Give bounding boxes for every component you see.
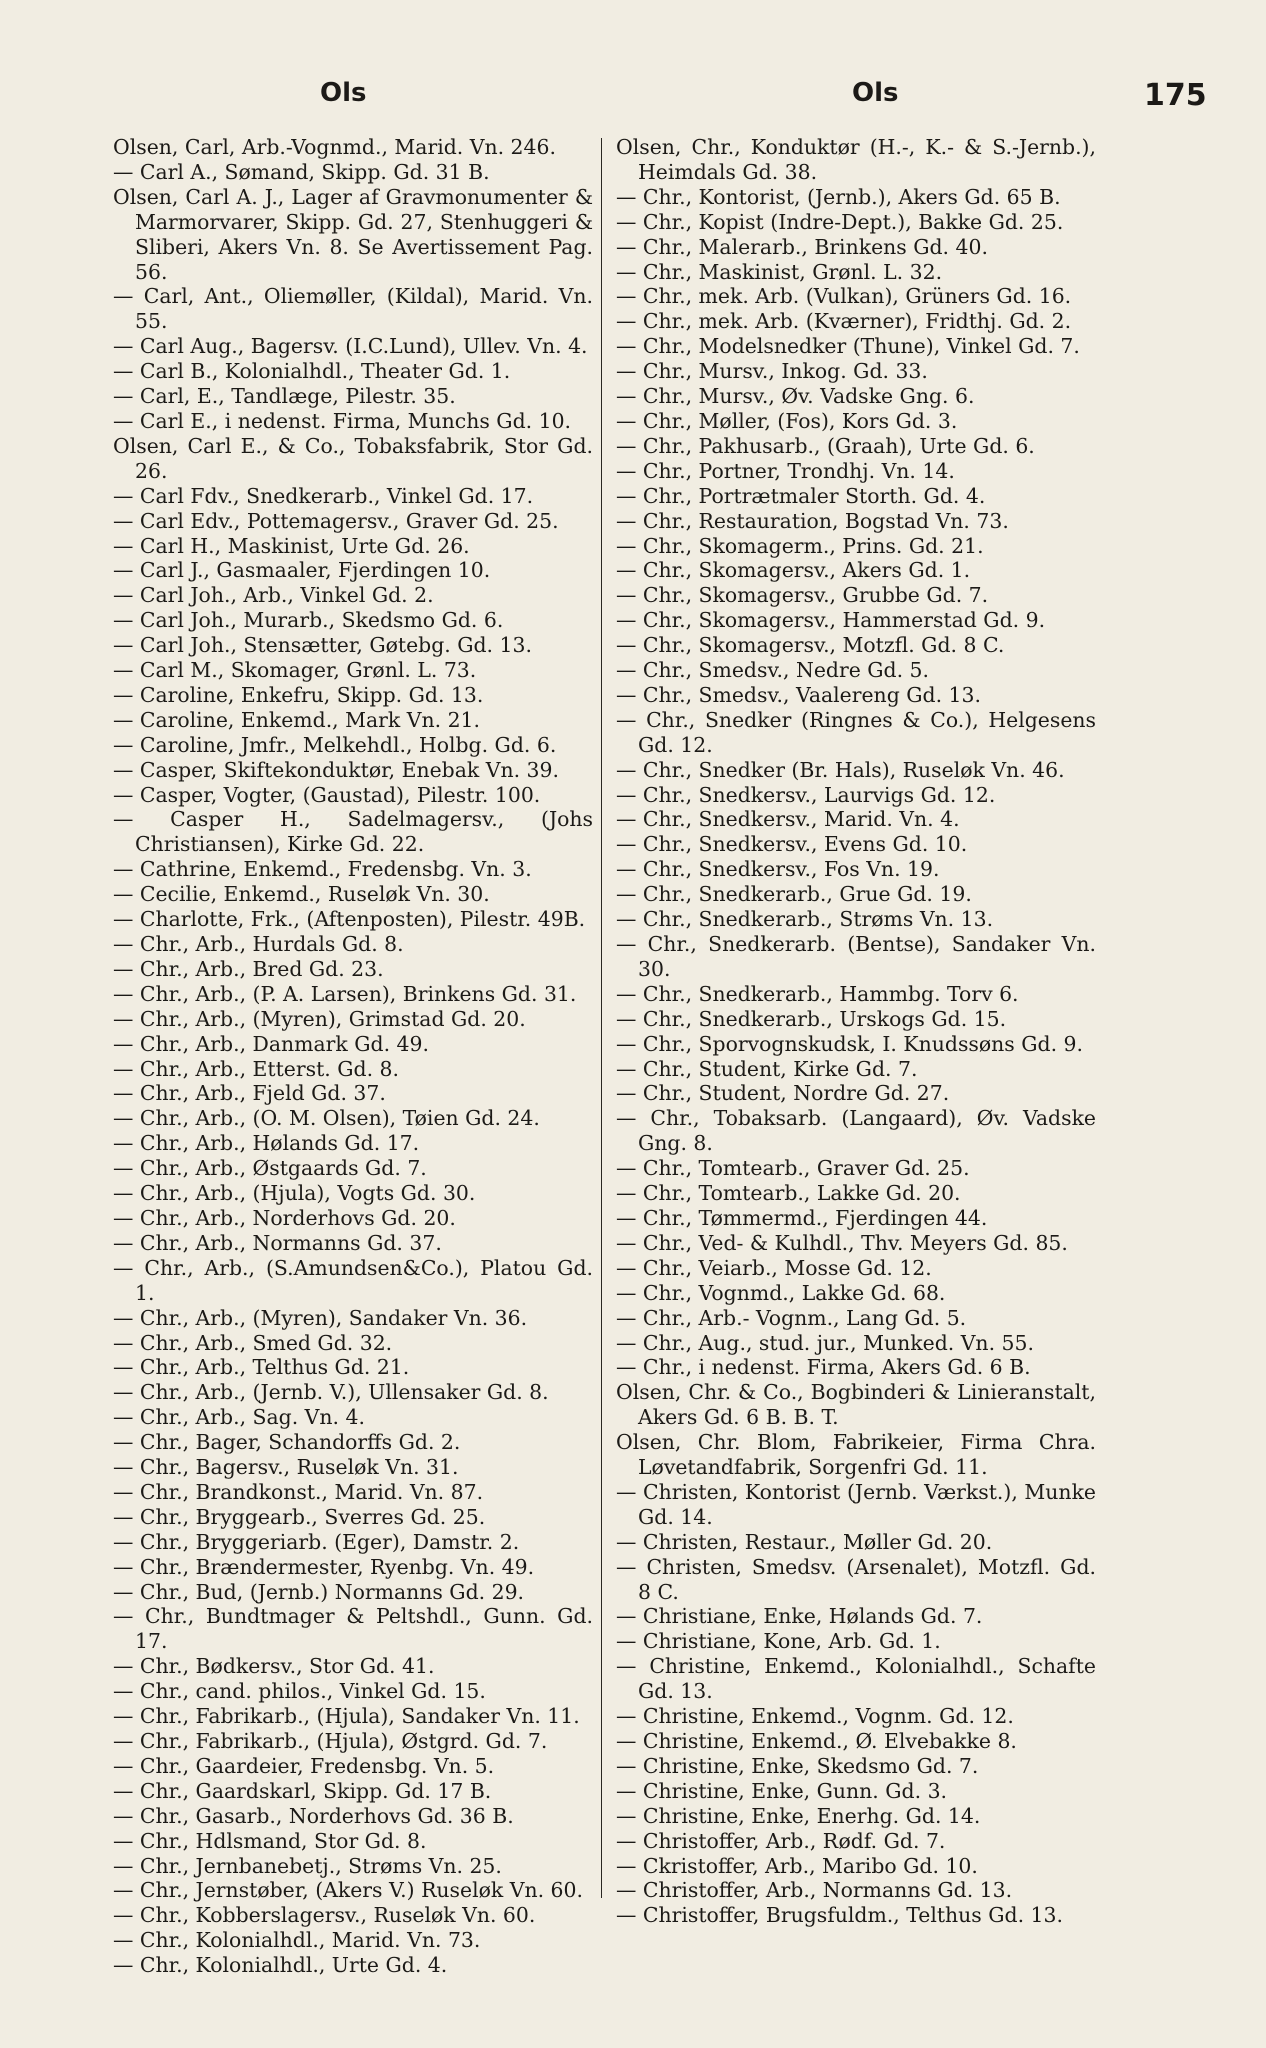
- directory-entry: — Chr., Student, Nordre Gd. 27.: [616, 1081, 950, 1106]
- directory-entry: — Caroline, Enkefru, Skipp. Gd. 13.: [113, 682, 484, 707]
- directory-entry: — Chr., Arb., Hølands Gd. 17.: [113, 1131, 420, 1156]
- directory-entry: — Chr., Arb., Telthus Gd. 21.: [113, 1355, 410, 1380]
- directory-entry: — Chr., Jernstøber, (Akers V.) Ruseløk Vn. 60.: [113, 1878, 583, 1903]
- directory-entry: — Chr., Tømmermd., Fjerdingen 44.: [616, 1205, 988, 1230]
- directory-entry: — Chr., Gaardskarl, Skipp. Gd. 17 B.: [113, 1778, 492, 1803]
- directory-entry: — Christoffer, Arb., Normanns Gd. 13.: [616, 1878, 1013, 1903]
- directory-entry: — Carl Joh., Arb., Vinkel Gd. 2.: [113, 583, 434, 608]
- directory-entry: — Christoffer, Arb., Rødf. Gd. 7.: [616, 1828, 946, 1853]
- directory-entry: — Chr., Snedkerarb., Urskogs Gd. 15.: [616, 1006, 1007, 1031]
- left-column: [113, 135, 593, 1978]
- directory-entry: — Chr., Ved- & Kulhdl., Thv. Meyers Gd. 85.: [616, 1230, 1068, 1255]
- directory-entry: — Chr., Vognmd., Lakke Gd. 68.: [616, 1280, 946, 1305]
- directory-entry: — Cecilie, Enkemd., Ruseløk Vn. 30.: [113, 882, 490, 907]
- directory-entry: — Christine, Enkemd., Ø. Elvebakke 8.: [616, 1729, 1017, 1753]
- directory-entry: — Chr., Snedkerarb., Strøms Vn. 13.: [616, 907, 994, 932]
- directory-entry: — Chr., Snedkerarb., Hammbg. Torv 6.: [616, 981, 1019, 1006]
- directory-entry: — Chr., Restauration, Bogstad Vn. 73.: [616, 508, 1009, 533]
- directory-entry: — Carl Joh., Murarb., Skedsmo Gd. 6.: [113, 608, 504, 633]
- directory-entry: — Chr., Mursv., Øv. Vadske Gng. 6.: [616, 384, 975, 409]
- directory-entry: — Chr., Arb., (O. M. Olsen), Tøien Gd. 24.: [113, 1106, 540, 1131]
- directory-entry: — Chr., Portrætmaler Storth. Gd. 4.: [616, 483, 986, 508]
- directory-entry: — Chr., Brandkonst., Marid. Vn. 87.: [113, 1479, 484, 1504]
- directory-entry: — Chr., Arb., Østgaards Gd. 7.: [113, 1156, 427, 1181]
- directory-entry: — Chr., Tobaksarb. (Langaard), Øv. Vadske Gng. 8.: [616, 1106, 1096, 1156]
- directory-entry: — Christiane, Kone, Arb. Gd. 1.: [616, 1629, 941, 1654]
- directory-entry: — Charlotte, Frk., (Aftenposten), Pilestr. 49B.: [113, 907, 586, 932]
- directory-entry: Olsen, Carl A. J., Lager af Gravmonumenter & Marmorvarer, Skipp. Gd. 27, Stenhuggeri & Sliberi, Akers Vn. 8. Se Avertissement Pag. 56.: [113, 184, 593, 284]
- directory-entry: — Chr., Arb., Normanns Gd. 37.: [113, 1230, 442, 1255]
- directory-entry: — Carl Joh., Stensætter, Gøtebg. Gd. 13.: [113, 633, 532, 658]
- directory-entry: — Chr., Snedkersv., Evens Gd. 10.: [616, 832, 968, 857]
- right-column: [616, 135, 1096, 1928]
- directory-entry: — Cathrine, Enkemd., Fredensbg. Vn. 3.: [113, 857, 532, 882]
- directory-entry: — Carl Fdv., Snedkerarb., Vinkel Gd. 17.: [113, 483, 534, 508]
- directory-entry: — Christen, Smedsv. (Arsenalet), Motzfl. Gd. 8 C.: [616, 1554, 1096, 1604]
- directory-entry: — Christen, Kontorist (Jernb. Værkst.), Munke Gd. 14.: [616, 1479, 1096, 1529]
- directory-entry: — Chr., Arb., Danmark Gd. 49.: [113, 1031, 429, 1056]
- directory-entry: — Chr., Modelsnedker (Thune), Vinkel Gd. 7.: [616, 334, 1080, 359]
- directory-entry: — Chr., mek. Arb. (Vulkan), Grüners Gd. 16.: [616, 284, 1072, 309]
- directory-entry: — Chr., Skomagerm., Prins. Gd. 21.: [616, 533, 984, 558]
- directory-entry: — Carl, Ant., Oliemøller, (Kildal), Marid. Vn. 55.: [113, 284, 593, 334]
- directory-entry: — Chr., Bryggeriarb. (Eger), Damstr. 2.: [113, 1529, 520, 1554]
- directory-entry: Olsen, Chr. Blom, Fabrikeier, Firma Chra. Løvetandfabrik, Sorgenfri Gd. 11.: [616, 1430, 1096, 1480]
- directory-entry: — Chr., Mursv., Inkog. Gd. 33.: [616, 359, 928, 384]
- directory-entry: — Chr., Arb., (Myren), Sandaker Vn. 36.: [113, 1305, 528, 1330]
- header-center-keyword: Ols: [852, 78, 899, 108]
- directory-entry: — Chr., Arb., Bred Gd. 23.: [113, 956, 384, 981]
- directory-entry: — Carl Edv., Pottemagersv., Graver Gd. 25.: [113, 508, 559, 533]
- directory-entry: — Christine, Enke, Gunn. Gd. 3.: [616, 1778, 948, 1803]
- directory-entry: Olsen, Carl, Arb.-Vognmd., Marid. Vn. 246.: [113, 135, 556, 159]
- directory-entry: — Chr., cand. philos., Vinkel Gd. 15.: [113, 1679, 486, 1704]
- directory-entry: — Carl H., Maskinist, Urte Gd. 26.: [113, 533, 470, 558]
- directory-entry: — Chr., Portner, Trondhj. Vn. 14.: [616, 458, 955, 483]
- directory-entry: — Caroline, Enkemd., Mark Vn. 21.: [113, 707, 481, 732]
- directory-entry: — Chr., Arb., Sag. Vn. 4.: [113, 1405, 365, 1430]
- directory-entry: Olsen, Carl E., & Co., Tobaksfabrik, Stor Gd. 26.: [113, 433, 593, 483]
- directory-entry: — Chr., Snedker (Ringnes & Co.), Helgesens Gd. 12.: [616, 707, 1096, 757]
- directory-entry: — Chr., Aug., stud. jur., Munked. Vn. 55.: [616, 1330, 1034, 1355]
- directory-entry: — Chr., Snedkersv., Fos Vn. 19.: [616, 857, 940, 882]
- directory-entry: — Chr., Møller, (Fos), Kors Gd. 3.: [616, 408, 958, 433]
- directory-entry: — Chr., Kobberslagersv., Ruseløk Vn. 60.: [113, 1903, 536, 1928]
- directory-entry: — Chr., Snedkersv., Marid. Vn. 4.: [616, 807, 960, 832]
- directory-entry: — Carl J., Gasmaaler, Fjerdingen 10.: [113, 558, 491, 583]
- directory-entry: — Chr., Maskinist, Grønl. L. 32.: [616, 259, 943, 284]
- directory-entry: — Chr., Tomtearb., Lakke Gd. 20.: [616, 1181, 961, 1206]
- directory-entry: Olsen, Chr. & Co., Bogbinderi & Linieranstalt, Akers Gd. 6 B. B. T.: [616, 1380, 1096, 1430]
- directory-entry: — Chr., Bud, (Jernb.) Normanns Gd. 29.: [113, 1579, 525, 1604]
- directory-entry: — Chr., Student, Kirke Gd. 7.: [616, 1056, 918, 1081]
- directory-entry: — Chr., Arb., Fjeld Gd. 37.: [113, 1081, 386, 1106]
- directory-entry: — Chr., Fabrikarb., (Hjula), Sandaker Vn. 11.: [113, 1704, 580, 1729]
- directory-entry: — Chr., Bryggearb., Sverres Gd. 25.: [113, 1504, 486, 1529]
- directory-entry: — Caroline, Jmfr., Melkehdl., Holbg. Gd. 6.: [113, 732, 557, 757]
- directory-entry: — Christine, Enke, Enerhg. Gd. 14.: [616, 1803, 981, 1828]
- directory-entry: — Christen, Restaur., Møller Gd. 20.: [616, 1529, 993, 1554]
- directory-entry: — Carl, E., Tandlæge, Pilestr. 35.: [113, 384, 456, 409]
- directory-entry: — Christine, Enkemd., Kolonialhdl., Schafte Gd. 13.: [616, 1654, 1096, 1704]
- directory-entry: — Carl Aug., Bagersv. (I.C.Lund), Ullev. Vn. 4.: [113, 334, 588, 359]
- directory-entry: — Chr., Fabrikarb., (Hjula), Østgrd. Gd. 7.: [113, 1729, 548, 1753]
- directory-entry: — Chr., Skomagersv., Grubbe Gd. 7.: [616, 583, 989, 608]
- directory-entry: — Chr., Kopist (Indre-Dept.), Bakke Gd. 25.: [616, 209, 1064, 234]
- directory-entry: — Chr., Skomagersv., Akers Gd. 1.: [616, 558, 971, 583]
- directory-entry: — Chr., Arb., (P. A. Larsen), Brinkens Gd. 31.: [113, 981, 577, 1006]
- directory-entry: — Chr., Smedsv., Nedre Gd. 5.: [616, 658, 930, 683]
- directory-entry: — Chr., Kontorist, (Jernb.), Akers Gd. 65 B.: [616, 184, 1061, 209]
- directory-entry: — Chr., Hdlsmand, Stor Gd. 8.: [113, 1828, 427, 1853]
- directory-entry: Olsen, Chr., Konduktør (H.-, K.- & S.-Jernb.), Heimdals Gd. 38.: [616, 135, 1096, 184]
- directory-entry: — Carl B., Kolonialhdl., Theater Gd. 1.: [113, 359, 511, 384]
- directory-entry: — Chr., Arb.- Vognm., Lang Gd. 5.: [616, 1305, 967, 1330]
- directory-entry: — Chr., Malerarb., Brinkens Gd. 40.: [616, 234, 988, 259]
- directory-entry: — Chr., Pakhusarb., (Graah), Urte Gd. 6.: [616, 433, 1035, 458]
- directory-entry: — Chr., i nedenst. Firma, Akers Gd. 6 B.: [616, 1355, 1031, 1380]
- directory-entry: — Chr., Bagersv., Ruseløk Vn. 31.: [113, 1455, 459, 1480]
- header-left-keyword: Ols: [320, 78, 367, 108]
- directory-entry: — Chr., Snedkerarb., Grue Gd. 19.: [616, 882, 972, 907]
- directory-entry: — Chr., Brændermester, Ryenbg. Vn. 49.: [113, 1554, 535, 1579]
- directory-entry: — Christine, Enke, Skedsmo Gd. 7.: [616, 1753, 979, 1778]
- directory-entry: — Chr., Arb., Etterst. Gd. 8.: [113, 1056, 399, 1081]
- directory-entry: — Casper H., Sadelmagersv., (Johs Christiansen), Kirke Gd. 22.: [113, 807, 593, 857]
- directory-entry: — Chr., Jernbanebetj., Strøms Vn. 25.: [113, 1853, 502, 1878]
- directory-entry: — Chr., Arb., Hurdals Gd. 8.: [113, 932, 404, 956]
- directory-entry: — Chr., Gasarb., Norderhovs Gd. 36 B.: [113, 1803, 514, 1828]
- directory-entry: — Chr., Skomagersv., Motzfl. Gd. 8 C.: [616, 633, 1005, 658]
- directory-entry: — Ckristoffer, Arb., Maribo Gd. 10.: [616, 1853, 978, 1878]
- directory-entry: — Chr., Arb., (Hjula), Vogts Gd. 30.: [113, 1181, 476, 1206]
- directory-entry: — Chr., Smedsv., Vaalereng Gd. 13.: [616, 682, 981, 707]
- directory-entry: — Christine, Enkemd., Vognm. Gd. 12.: [616, 1704, 1014, 1729]
- directory-entry: — Chr., Arb., (Myren), Grimstad Gd. 20.: [113, 1006, 526, 1031]
- directory-entry: — Chr., Skomagersv., Hammerstad Gd. 9.: [616, 608, 1046, 633]
- directory-entry: — Chr., Bundtmager & Peltshdl., Gunn. Gd. 17.: [113, 1604, 593, 1654]
- directory-entry: — Chr., Tomtearb., Graver Gd. 25.: [616, 1156, 970, 1181]
- directory-entry: — Chr., Arb., (Jernb. V.), Ullensaker Gd. 8.: [113, 1380, 549, 1405]
- directory-entry: — Chr., Arb., Norderhovs Gd. 20.: [113, 1205, 456, 1230]
- directory-entry: — Carl E., i nedenst. Firma, Munchs Gd. 10.: [113, 408, 572, 433]
- directory-entry: — Chr., Kolonialhdl., Marid. Vn. 73.: [113, 1928, 481, 1953]
- directory-entry: — Chr., Bager, Schandorffs Gd. 2.: [113, 1430, 461, 1455]
- directory-entry: — Chr., Snedkersv., Laurvigs Gd. 12.: [616, 782, 996, 807]
- directory-entry: — Christiane, Enke, Hølands Gd. 7.: [616, 1604, 983, 1629]
- directory-entry: — Chr., Arb., Smed Gd. 32.: [113, 1330, 393, 1355]
- directory-entry: — Chr., mek. Arb. (Kværner), Fridthj. Gd. 2.: [616, 309, 1072, 334]
- directory-entry: — Chr., Gaardeier, Fredensbg. Vn. 5.: [113, 1753, 495, 1778]
- directory-entry: — Christoffer, Brugsfuldm., Telthus Gd. 13.: [616, 1903, 1063, 1928]
- directory-entry: — Chr., Kolonialhdl., Urte Gd. 4.: [113, 1953, 448, 1978]
- page-number: 175: [1144, 78, 1207, 113]
- directory-entry: — Chr., Arb., (S.Amundsen&Co.), Platou Gd. 1.: [113, 1255, 593, 1305]
- column-divider: [601, 138, 602, 1898]
- directory-entry: — Chr., Snedker (Br. Hals), Ruseløk Vn. 46.: [616, 757, 1065, 782]
- directory-entry: — Chr., Snedkerarb. (Bentse), Sandaker Vn. 30.: [616, 932, 1096, 981]
- page-header: [0, 78, 1266, 118]
- directory-entry: — Chr., Veiarb., Mosse Gd. 12.: [616, 1255, 932, 1280]
- directory-entry: — Casper, Vogter, (Gaustad), Pilestr. 100.: [113, 782, 541, 807]
- directory-entry: — Chr., Bødkersv., Stor Gd. 41.: [113, 1654, 435, 1679]
- directory-entry: — Chr., Sporvognskudsk, I. Knudssøns Gd. 9.: [616, 1031, 1083, 1056]
- directory-entry: — Casper, Skiftekonduktør, Enebak Vn. 39.: [113, 757, 559, 782]
- directory-entry: — Carl M., Skomager, Grønl. L. 73.: [113, 658, 477, 683]
- directory-entry: — Carl A., Sømand, Skipp. Gd. 31 B.: [113, 159, 490, 184]
